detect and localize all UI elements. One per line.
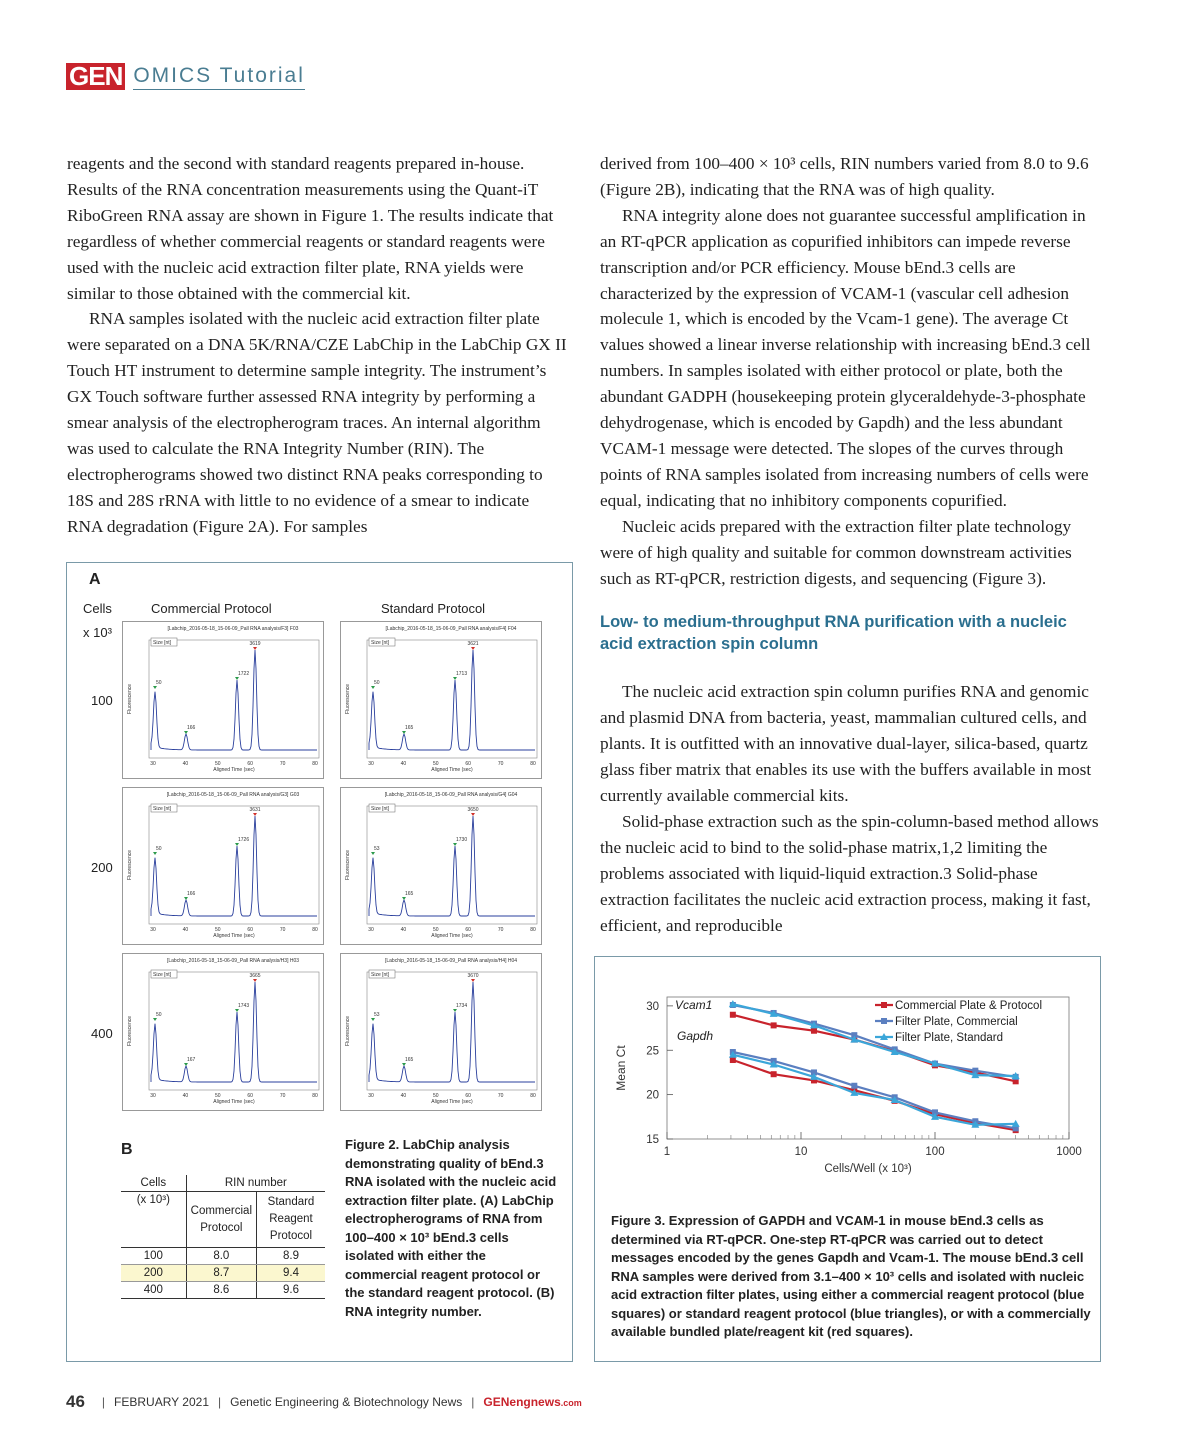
size-label: Size [nt] [371,806,390,812]
electropherogram-plot [341,954,541,1110]
x-tick-label: 60 [247,927,253,933]
electropherogram-trace [151,982,317,1082]
x-tick-label: 30 [150,761,156,767]
data-point [730,1012,736,1018]
figure-2 [66,562,573,1362]
x-tick-label: 60 [465,927,471,933]
x-tick-label: 10 [794,1146,808,1158]
x-tick-label: 50 [433,761,439,767]
panel-title: [Labchip_2016-05-18_15-06-09_Pall RNA analysis/F4] F04 [385,626,517,632]
x-axis-label: Aligned Time (sec) [431,933,473,939]
x-axis-label: Cells/Well (x 10³) [824,1163,912,1175]
legend-marker [881,1018,887,1024]
electropherogram-trace [369,816,535,916]
x-axis-label: Aligned Time (sec) [431,767,473,773]
electropherogram-panel [122,621,324,779]
table-header-commercial: Commercial Protocol [186,1192,256,1248]
x-tick-label: 30 [150,927,156,933]
right-column [600,151,1100,938]
table-header-cells-unit: (x 10³) [121,1192,186,1248]
table-cell: 200 [121,1265,186,1282]
x-tick-label: 80 [530,761,536,767]
peak-marker [253,979,257,982]
x-tick-label: 1000 [1056,1146,1082,1158]
data-point [771,1022,777,1028]
electropherogram-panel [340,787,542,945]
table-cell: 400 [121,1282,186,1299]
y-axis-label: Mean Ct [614,1045,628,1091]
size-label: Size [nt] [153,806,172,812]
table-cell: 9.6 [257,1282,326,1299]
gen-logo: GEN [66,63,125,90]
x-tick-label: 30 [150,1093,156,1099]
x-axis-label: Aligned Time (sec) [213,1099,255,1105]
size-label: Size [nt] [371,640,390,646]
paragraph: The nucleic acid extraction spin column purifies RNA and genomic and plasmid DNA from bacteria, yeast, mammalian cultured cells, and plants. It is outfitted with an innovative dual-layer, silica-based, quartz glass fiber matrix that enables its use with the buffers available in most currently available commercial kits. [600,682,1092,806]
x-tick-label: 40 [400,761,407,767]
peak-marker [453,843,457,846]
x-tick-label: 30 [368,927,374,933]
size-label: Size [nt] [153,972,172,978]
x-tick-label: 80 [312,761,318,767]
peak-marker [471,813,475,816]
standard-protocol-header: Standard Protocol [381,601,486,616]
issue-date: FEBRUARY 2021 [114,1395,209,1409]
size-label: Size [nt] [153,640,172,646]
peak-label: 3665 [249,973,261,979]
peak-label: 3650 [467,807,479,813]
peak-label: 165 [405,1057,414,1063]
electropherogram-panel [340,953,542,1111]
legend-marker [881,1002,887,1008]
y-tick-label: 30 [646,1000,659,1013]
peak-label: 165 [405,725,414,731]
peak-label: 50 [156,846,162,852]
figure-2-caption: Figure 2. LabChip analysis demonstrating quality of bEnd.3 RNA isolated with the nucleic acid extraction filter plate. (A) LabChip electropherograms of RNA from 100–400 × 10³ bEnd.3 cells isolated with either the commercial reagent protocol or the standard reagent protocol. (B) RNA integrity number. [345,1137,557,1319]
peak-label: 165 [405,891,414,897]
panel-title: [Labchip_2016-05-18_15-06-09_Pall RNA analysis/G3] G03 [166,792,300,798]
paragraph: RNA integrity alone does not guarantee successful amplification in an RT-qPCR application as copurified inhibitors can impede reverse transcription and/or PCR efficiency. Mouse bEnd.3 cells are characterized by the expression of VCAM-1 (vascular cell adhesion molecule 1, which is encoded by the Vcam-1 gene). The average Ct values showed a linear inverse relationship with increasing bEnd.3 cell numbers. In samples isolated with either protocol or plate, both the abundant GADPH (housekeeping protein glyceraldehyde-3-phosphate dehydrogenase, which is encoded by Gapdh) and the less abundant VCAM-1 message were detected. The slopes of the curves through points of RNA samples isolated from increasing numbers of cells were equal, indicating that no inhibitory components copurified. [600,205,1091,510]
left-column [67,151,567,540]
table-cell: 8.0 [186,1248,256,1265]
peak-label: 53 [374,1012,380,1018]
x-tick-label: 70 [279,761,286,767]
x-tick-label: 70 [497,927,504,933]
website-link[interactable]: GENengnews.com [483,1395,582,1409]
electropherogram-trace [369,650,535,750]
peak-marker [184,897,188,900]
x-axis-label: Aligned Time (sec) [213,767,255,773]
peak-marker [371,686,375,689]
commercial-protocol-header: Commercial Protocol [151,601,272,616]
peak-marker [235,843,239,846]
electropherogram-plot [341,622,541,778]
peak-marker [153,686,157,689]
y-axis-label: Fluorescence [345,1015,351,1047]
x-axis-label: Aligned Time (sec) [213,933,255,939]
peak-marker [402,731,406,734]
legend-label: Filter Plate, Standard [895,1032,1004,1044]
peak-marker [402,1063,406,1066]
electropherogram-panel [122,787,324,945]
peak-label: 1734 [456,1003,468,1009]
table-header-standard: Standard Reagent Protocol [257,1192,326,1248]
x-tick-label: 80 [530,1093,536,1099]
x-tick-label: 60 [247,1093,253,1099]
x-tick-label: 70 [497,761,504,767]
paragraph: RNA samples isolated with the nucleic acid extraction filter plate were separated on a DNA 5K/RNA/CZE LabChip in the LabChip GX II Touch HT instrument to determine sample integrity. The instrument’s GX Touch software further assessed RNA integrity by performing a smear analysis of the electropherogram traces. An internal algorithm was used to calculate the RNA Integrity Number (RIN). The electropherograms showed two distinct RNA peaks corresponding to 18S and 28S rRNA with little to no evidence of a smear to indicate RNA degradation (Figure 2A). For samples [67,309,567,536]
table-cell: 8.6 [186,1282,256,1299]
electropherogram-plot [123,788,323,944]
x-tick-label: 60 [465,761,471,767]
peak-label: 3670 [467,973,479,979]
peak-marker [371,1018,375,1021]
x-tick-label: 50 [215,927,221,933]
table-header-rin: RIN number [186,1175,325,1192]
peak-label: 3621 [467,641,479,647]
row-label-200: 200 [91,860,113,875]
table-cell: 100 [121,1248,186,1265]
peak-label: 1730 [456,837,468,843]
x-tick-label: 80 [312,1093,318,1099]
data-point [771,1071,777,1077]
electropherogram-plot [123,622,323,778]
peak-marker [253,813,257,816]
y-axis-label: Fluorescence [127,683,133,715]
electropherogram-plot [341,788,541,944]
panel-title: [Labchip_2016-05-18_15-06-09_Pall RNA analysis/F3] F03 [167,626,299,632]
peak-label: 1726 [238,837,250,843]
table-cell: 8.7 [186,1265,256,1282]
peak-marker [471,979,475,982]
peak-marker [184,1063,188,1066]
data-point [730,1057,736,1063]
peak-label: 166 [187,725,196,731]
y-axis-label: Fluorescence [345,849,351,881]
y-tick-label: 20 [646,1089,659,1102]
peak-label: 50 [156,1012,162,1018]
peak-label: 3631 [249,807,261,813]
x-axis-label: Aligned Time (sec) [431,1099,473,1105]
x-tick-label: 70 [279,1093,286,1099]
legend-label: Commercial Plate & Protocol [895,1000,1042,1012]
panel-title: [Labchip_2016-05-18_15-06-09_Pall RNA analysis/G4] G04 [384,792,518,798]
peak-marker [471,647,475,650]
peak-label: 50 [374,680,380,686]
y-tick-label: 25 [646,1045,659,1058]
x-tick-label: 50 [433,927,439,933]
annotation-vcam1: Vcam1 [675,997,713,1012]
section-title: OMICS Tutorial [133,64,305,90]
section-subheading: Low- to medium-throughput RNA purification with a nucleic acid extraction spin column [600,613,1067,654]
peak-label: 1743 [238,1003,250,1009]
peak-label: 3619 [249,641,261,647]
page-number: 46 [66,1392,85,1411]
peak-marker [184,731,188,734]
peak-marker [235,1009,239,1012]
figure-3-caption: Figure 3. Expression of GAPDH and VCAM-1 in mouse bEnd.3 cells as determined via RT-qPCR. One-step RT-qPCR was carried out to detect messages encoded by the genes Gapdh and Vcam-1. The mouse bEnd.3 cell RNA samples were derived from 3.1–400 × 10³ cells and isolated with nucleic acid extraction filter plates, using either a commercial reagent protocol (blue squares) or standard reagent protocol (blue triangles), or with a commercially available bundled plate/reagent kit (red squares). [611,1213,1091,1339]
y-axis-label: Fluorescence [345,683,351,715]
x-tick-label: 80 [312,927,318,933]
y-tick-label: 15 [646,1134,659,1146]
paragraph: Solid-phase extraction such as the spin-column-based method allows the nucleic acid to bind to the solid-phase matrix,1,2 limiting the problems associated with liquid-liquid extraction.3 Solid-phase extraction facilitates the nucleic acid extraction process, making it fast, efficient, and reproducible [600,811,1099,935]
peak-label: 50 [156,680,162,686]
peak-marker [153,1018,157,1021]
x-tick-label: 60 [247,761,253,767]
panel-b-label: B [121,1141,133,1158]
panel-a-label: A [89,571,101,588]
table-cell: 9.4 [257,1265,326,1282]
electropherogram-trace [151,650,317,750]
row-label-400: 400 [91,1026,113,1041]
page-header [66,63,305,90]
y-axis-label: Fluorescence [127,849,133,881]
peak-marker [235,677,239,680]
cells-label: Cells [83,601,112,616]
x-tick-label: 40 [182,761,189,767]
x-tick-label: 30 [368,1093,374,1099]
ct-line-chart [595,957,1100,1197]
peak-label: 53 [374,846,380,852]
peak-marker [253,647,257,650]
electropherogram-trace [369,982,535,1082]
peak-marker [402,897,406,900]
x-tick-label: 40 [182,927,189,933]
x-tick-label: 100 [925,1146,945,1158]
table-header-cells: Cells [121,1175,186,1192]
electropherogram-panel [122,953,324,1111]
x-tick-label: 50 [433,1093,439,1099]
paragraph: derived from 100–400 × 10³ cells, RIN numbers varied from 8.0 to 9.6 (Figure 2B), indicating that the RNA was of high quality. [600,154,1089,199]
peak-marker [453,1009,457,1012]
electropherogram-plot [123,954,323,1110]
panel-title: [Labchip_2016-05-18_15-06-09_Pall RNA analysis/H4] H04 [384,958,518,964]
x-tick-label: 50 [215,761,221,767]
rin-table [121,1175,325,1299]
electropherogram-trace [151,816,317,916]
peak-label: 166 [187,891,196,897]
peak-marker [153,852,157,855]
cells-unit: x 10³ [83,625,112,640]
paragraph: Nucleic acids prepared with the extraction filter plate technology were of high quality and suitable for common downstream activities such as RT-qPCR, restriction digests, and sequencing (Figure 3). [600,516,1072,588]
y-axis-label: Fluorescence [127,1015,133,1047]
peak-label: 1713 [456,671,468,677]
peak-marker [453,677,457,680]
x-tick-label: 30 [368,761,374,767]
peak-marker [371,852,375,855]
annotation-gapdh: Gapdh [677,1029,714,1044]
x-tick-label: 40 [400,927,407,933]
page-footer: 46 | FEBRUARY 2021 | Genetic Engineering & Biotechnology News | GENengnews.com [66,1392,582,1411]
size-label: Size [nt] [371,972,390,978]
peak-label: 1722 [238,671,250,677]
publication-name: Genetic Engineering & Biotechnology News [230,1395,463,1409]
x-tick-label: 40 [400,1093,407,1099]
x-tick-label: 70 [497,1093,504,1099]
x-tick-label: 50 [215,1093,221,1099]
figure-3 [594,956,1101,1362]
x-tick-label: 1 [663,1146,671,1158]
x-tick-label: 40 [182,1093,189,1099]
row-label-100: 100 [91,693,113,708]
data-point [851,1083,857,1089]
x-tick-label: 80 [530,927,536,933]
x-tick-label: 70 [279,927,286,933]
peak-label: 167 [187,1057,196,1063]
paragraph: reagents and the second with standard reagents prepared in-house. Results of the RNA concentration measurements using the Quant-iT RiboGreen RNA assay are shown in Figure 1. The results indicate that regardless of whether commercial reagents or standard reagents were used with the nucleic acid extraction filter plate, RNA yields were similar to those obtained with the commercial kit. [67,154,554,303]
electropherogram-panel [340,621,542,779]
panel-title: [Labchip_2016-05-18_15-06-09_Pall RNA analysis/H3] H03 [166,958,300,964]
x-tick-label: 60 [465,1093,471,1099]
table-cell: 8.9 [257,1248,326,1265]
legend-label: Filter Plate, Commercial [895,1016,1018,1028]
data-point [811,1028,817,1034]
